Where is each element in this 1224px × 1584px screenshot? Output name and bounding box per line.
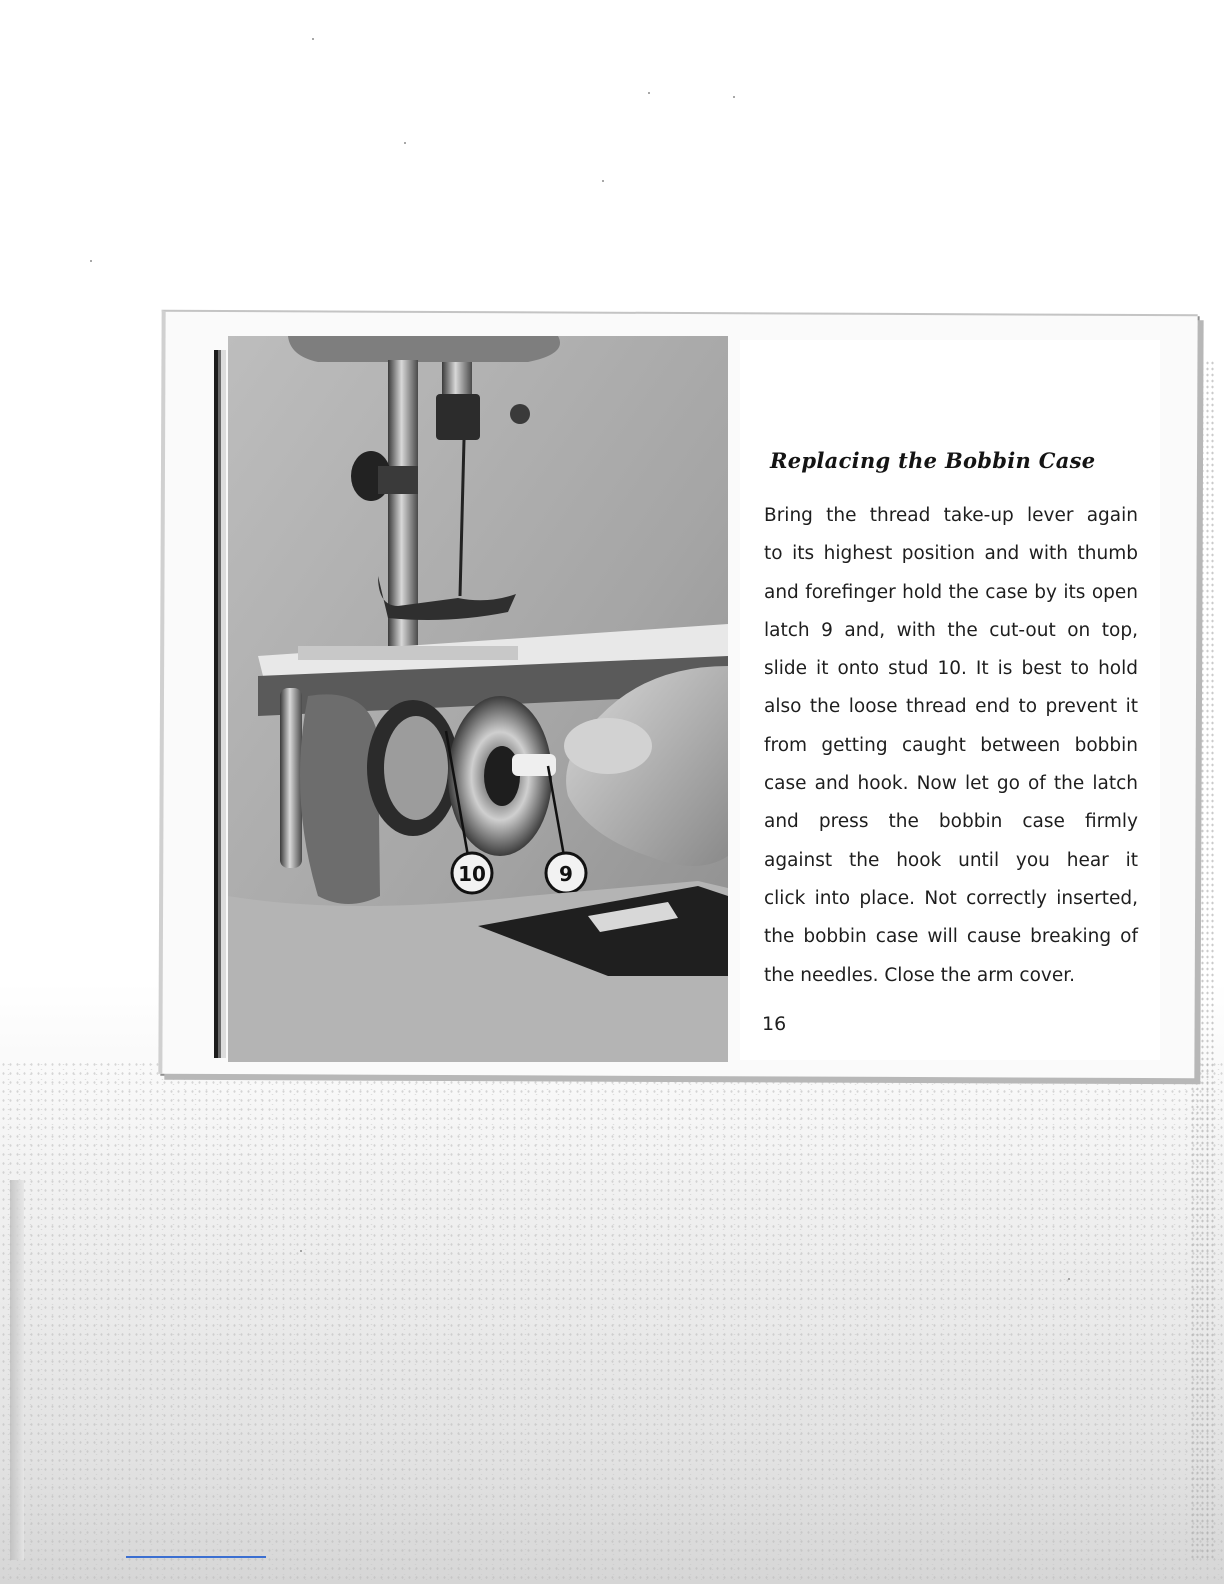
paragraph-line: and forefinger hold the case by its open xyxy=(764,581,1138,603)
dust-speck xyxy=(300,1250,302,1252)
machine-head xyxy=(288,336,560,362)
presser-screw-shaft xyxy=(378,466,418,494)
hook-race xyxy=(384,716,448,820)
needle-clamp xyxy=(436,394,480,440)
page-binding-strip xyxy=(214,350,226,1058)
sewing-machine-illustration xyxy=(228,336,728,1062)
paragraph-line: case and hook. Now let go of the latch xyxy=(764,773,1138,795)
paragraph-line: against the hook until you hear it xyxy=(764,849,1138,871)
scan-left-edge xyxy=(10,1180,24,1560)
thumb xyxy=(564,718,652,774)
arm-cover-hinge xyxy=(280,688,302,868)
arm-cover xyxy=(300,694,380,904)
footer-rule xyxy=(126,1556,266,1558)
paragraph-line: also the loose thread end to prevent it xyxy=(764,696,1138,718)
dust-speck xyxy=(602,180,604,182)
feed-slot xyxy=(298,646,518,660)
paragraph-line: the bobbin case will cause breaking of xyxy=(764,926,1138,948)
paragraph-line: latch 9 and, with the cut-out on top, xyxy=(764,619,1138,641)
paragraph-line: slide it onto stud 10. It is best to hold xyxy=(764,658,1138,680)
dust-speck xyxy=(312,38,314,40)
callout-10 xyxy=(452,853,492,893)
dust-speck xyxy=(90,260,92,262)
dust-speck xyxy=(404,142,406,144)
paragraph-line: the needles. Close the arm cover. xyxy=(764,964,1076,986)
page-number: 16 xyxy=(762,1013,787,1035)
instruction-paragraph xyxy=(764,497,1138,995)
scan-noise xyxy=(0,1060,1224,1584)
clamp-screw xyxy=(510,404,530,424)
sewing-machine-photo xyxy=(228,336,728,1062)
dust-speck xyxy=(1068,1278,1070,1280)
callout-9 xyxy=(546,853,586,893)
paragraph-line: Bring the thread take-up lever again xyxy=(764,505,1138,526)
dust-speck xyxy=(648,92,650,94)
paragraph-line: to its highest position and with thumb xyxy=(764,543,1138,565)
paragraph-line: click into place. Not correctly inserted, xyxy=(764,887,1138,909)
dust-speck xyxy=(733,96,735,98)
section-heading: Replacing the Bobbin Case xyxy=(770,448,1096,473)
callout-9-label: 9 xyxy=(559,862,573,886)
callout-10-label: 10 xyxy=(458,862,486,886)
paragraph-line: from getting caught between bobbin xyxy=(764,734,1138,756)
bobbin-center xyxy=(484,746,520,806)
paragraph-line: and press the bobbin case firmly xyxy=(764,811,1138,833)
